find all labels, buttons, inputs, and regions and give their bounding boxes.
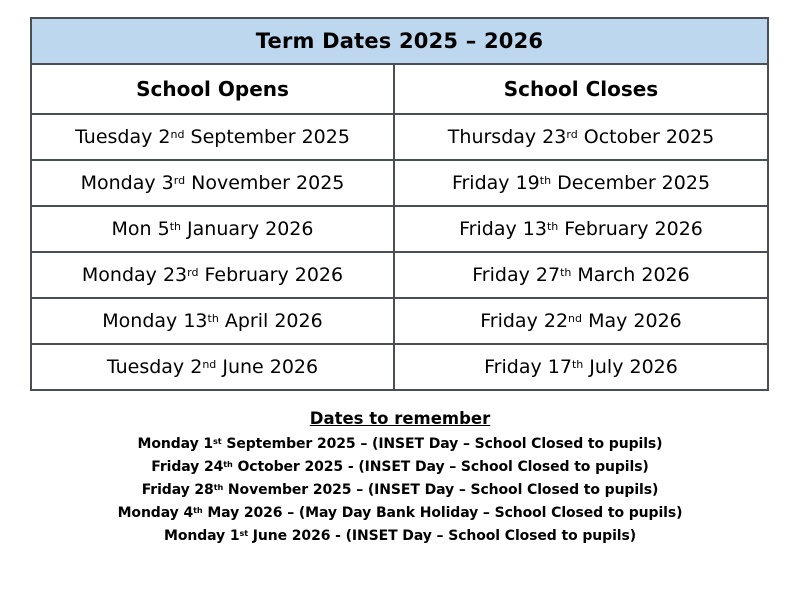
dates-to-remember-section: [0, 409, 800, 548]
reminder-item: Monday 1st September 2025 – (INSET Day – School Closed to pupils): [137, 436, 663, 452]
school-opens-date: Tuesday 2nd September 2025: [32, 115, 395, 159]
table-row: [32, 113, 767, 159]
ordinal-suffix: nd: [202, 358, 217, 372]
table-row: [32, 159, 767, 205]
ordinal-suffix: th: [223, 459, 233, 470]
table-row: [32, 343, 767, 389]
school-opens-date: Monday 3rd November 2025: [32, 161, 395, 205]
school-opens-date: Monday 13th April 2026: [32, 299, 395, 343]
column-header-school-opens: School Opens: [32, 65, 395, 113]
ordinal-suffix: th: [571, 358, 584, 372]
reminder-item: Friday 28th November 2025 – (INSET Day – School Closed to pupils): [141, 482, 659, 498]
ordinal-suffix: nd: [170, 128, 185, 142]
table-title: [32, 19, 767, 65]
dates-to-remember-heading: Dates to remember: [309, 409, 491, 428]
ordinal-suffix: th: [546, 220, 559, 234]
ordinal-suffix: th: [193, 505, 203, 516]
ordinal-suffix: rd: [187, 266, 199, 280]
school-opens-date: Tuesday 2nd June 2026: [32, 345, 395, 389]
reminder-item: Friday 24th October 2025 - (INSET Day – School Closed to pupils): [151, 459, 649, 475]
ordinal-suffix: st: [213, 436, 222, 447]
school-closes-date: Friday 13th February 2026: [459, 218, 703, 240]
table-column-headers: [32, 65, 767, 113]
school-opens-date: Monday 23rd February 2026: [32, 253, 395, 297]
school-closes-date: Friday 22nd May 2026: [480, 310, 682, 332]
table-title-text: Term Dates 2025 – 2026: [255, 29, 544, 53]
school-closes-date: Friday 27th March 2026: [472, 264, 690, 286]
reminder-item: Monday 4th May 2026 – (May Day Bank Holiday – School Closed to pupils): [117, 505, 683, 521]
reminder-item: Monday 1st June 2026 - (INSET Day – School Closed to pupils): [163, 528, 637, 544]
school-opens-date: Mon 5th January 2026: [32, 207, 395, 251]
ordinal-suffix: th: [169, 220, 182, 234]
term-dates-table: [30, 17, 769, 391]
ordinal-suffix: th: [207, 312, 219, 326]
ordinal-suffix: th: [539, 174, 552, 188]
school-closes-date: Thursday 23rd October 2025: [447, 126, 715, 148]
column-header-school-closes: School Closes: [503, 77, 659, 101]
school-closes-date: Friday 17th July 2026: [484, 356, 678, 378]
table-row: [32, 251, 767, 297]
school-closes-date: Friday 19th December 2025: [451, 172, 711, 194]
ordinal-suffix: st: [239, 528, 248, 539]
ordinal-suffix: rd: [566, 128, 578, 142]
ordinal-suffix: nd: [568, 312, 583, 326]
ordinal-suffix: rd: [173, 174, 186, 188]
ordinal-suffix: th: [213, 482, 224, 493]
table-row: [32, 205, 767, 251]
table-row: [32, 297, 767, 343]
ordinal-suffix: th: [560, 266, 572, 280]
